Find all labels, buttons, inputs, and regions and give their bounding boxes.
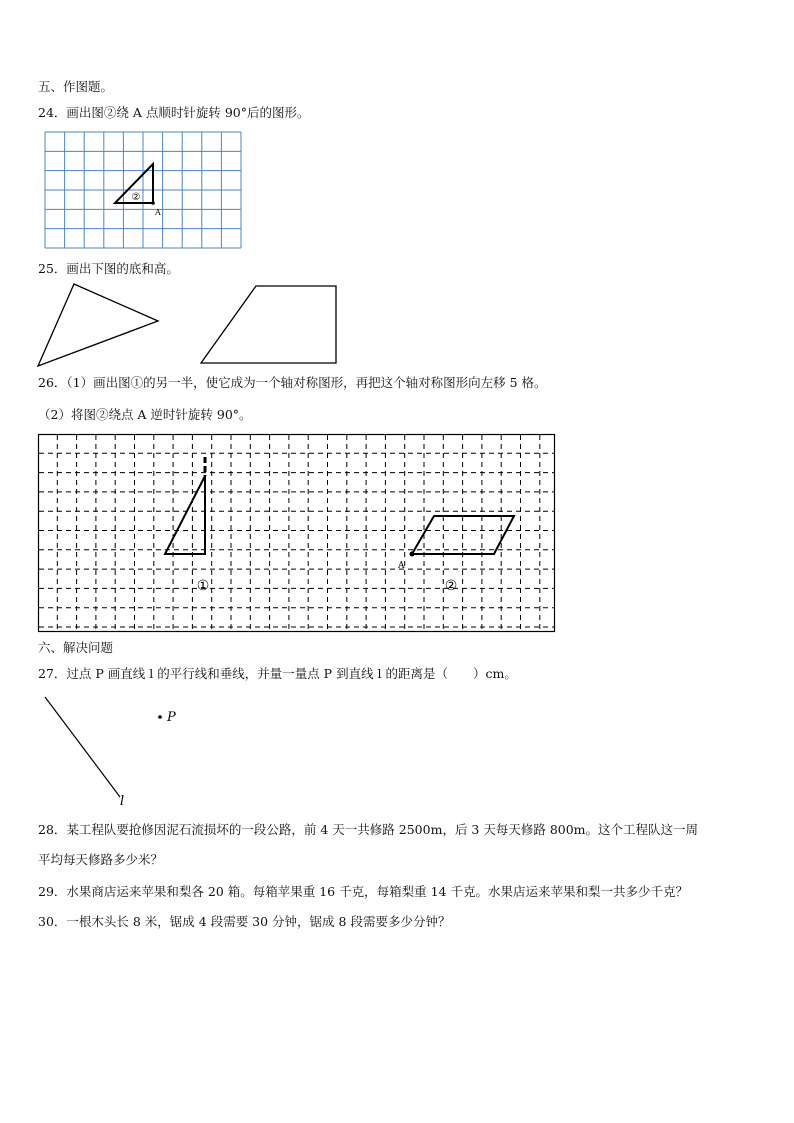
question-26-part2: （2）将图②绕点 A 逆时针旋转 90°。: [38, 407, 252, 422]
q26-dotted-grid-figure: [38, 434, 556, 634]
q24-point-a: [151, 201, 155, 205]
section-title-drawing: 五、作图题。: [38, 79, 114, 94]
q24-shape-label: ②: [131, 192, 141, 203]
question-29: 29．水果商店运来苹果和梨各 20 箱。每箱苹果重 16 千克，每箱梨重 14 千克。水果店运来苹果和梨一共多少千克？: [38, 884, 688, 899]
q27-point-p: [158, 715, 162, 719]
q25-figures: [36, 284, 340, 368]
q25-triangle: [38, 284, 158, 366]
q26-point-a: [410, 552, 415, 557]
q24-grid-figure: [44, 131, 242, 249]
q26-shape2-label: ②: [444, 578, 458, 594]
q26-shape1-label: ①: [196, 578, 210, 594]
question-26-part1: 26．（1）画出图①的另一半，使它成为一个轴对称图形，再把这个轴对称图形向左移 5 格。: [38, 375, 547, 390]
q27-figure: [40, 694, 190, 812]
q26-half-triangle-shape1: [165, 476, 205, 554]
q27-point-label: P: [167, 710, 176, 725]
section-title-problems: 六、解决问题: [38, 640, 114, 655]
q25-trapezoid: [201, 286, 336, 363]
q27-line-label: l: [120, 794, 125, 809]
question-27: 27．过点 P 画直线 l 的平行线和垂线，并量一量点 P 到直线 l 的距离是（ ）cm。: [38, 666, 517, 681]
q27-line-l: [45, 697, 120, 797]
question-28-line2: 平均每天修路多少米？: [38, 852, 164, 867]
question-24: 24．画出图②绕 A 点顺时针旋转 90°后的图形。: [38, 105, 310, 120]
q24-point-label: A: [155, 208, 161, 217]
q26-point-label: A: [398, 561, 405, 571]
question-28-line1: 28．某工程队要抢修因泥石流损坏的一段公路，前 4 天一共修路 2500m，后 3 天每天修路 800m。这个工程队这一周: [38, 822, 699, 837]
question-30: 30．一根木头长 8 米，锯成 4 段需要 30 分钟，锯成 8 段需要多少分钟？: [38, 914, 451, 929]
question-25: 25．画出下图的底和高。: [38, 261, 179, 276]
